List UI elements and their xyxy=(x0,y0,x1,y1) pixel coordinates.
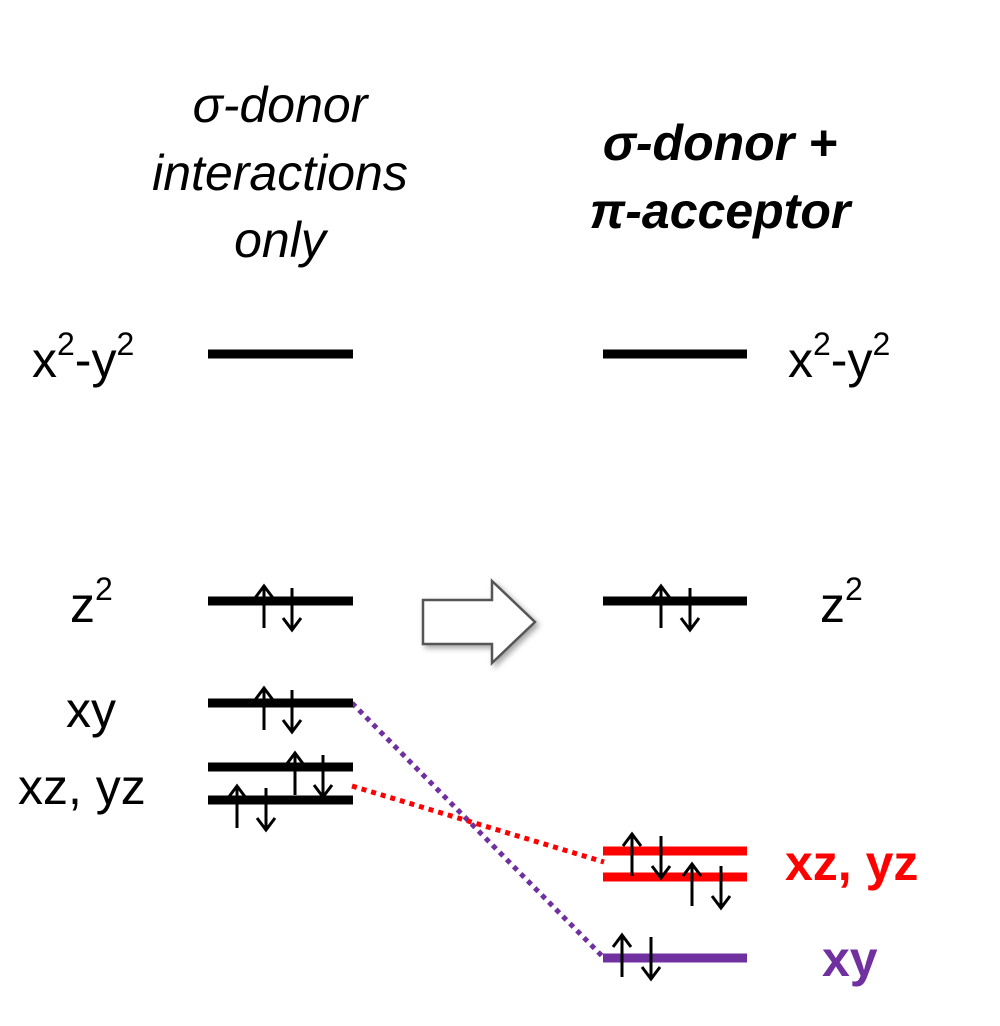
right-label-xy: xy xyxy=(822,931,878,987)
left-xy-electron-pair xyxy=(255,688,301,732)
left-title-line-3: only xyxy=(234,212,326,268)
xz-yz-correlation-line xyxy=(352,786,604,862)
right-label-xz-yz: xz, yz xyxy=(785,835,919,891)
transition-arrow-icon xyxy=(423,581,535,663)
left-label-x2-y2: $x^2-y^2$ xyxy=(32,326,135,388)
right-yz-electron-pair xyxy=(683,864,730,908)
xy-correlation-line xyxy=(352,703,604,958)
right-title-line-1: σ-donor + xyxy=(602,115,838,171)
left-label-xy: xy xyxy=(66,682,116,738)
right-title-line-2: π-acceptor xyxy=(589,182,851,239)
left-title-line-1: σ-donor xyxy=(192,77,368,133)
left-label-xz-yz: xz, yz xyxy=(18,759,146,815)
right-label-x2-y2: $x^2-y^2$ xyxy=(788,326,891,388)
left-label-z2: $z^2$ xyxy=(70,571,113,633)
left-yz-electron-pair xyxy=(228,786,275,830)
right-xz-electron-pair xyxy=(623,834,670,878)
left-title-line-2: interactions xyxy=(152,144,408,201)
right-z2-electron-pair xyxy=(652,586,699,630)
right-label-z2: $z^2$ xyxy=(820,571,863,633)
left-xz-electron-pair xyxy=(286,753,332,797)
left-z2-electron-pair xyxy=(255,586,301,630)
